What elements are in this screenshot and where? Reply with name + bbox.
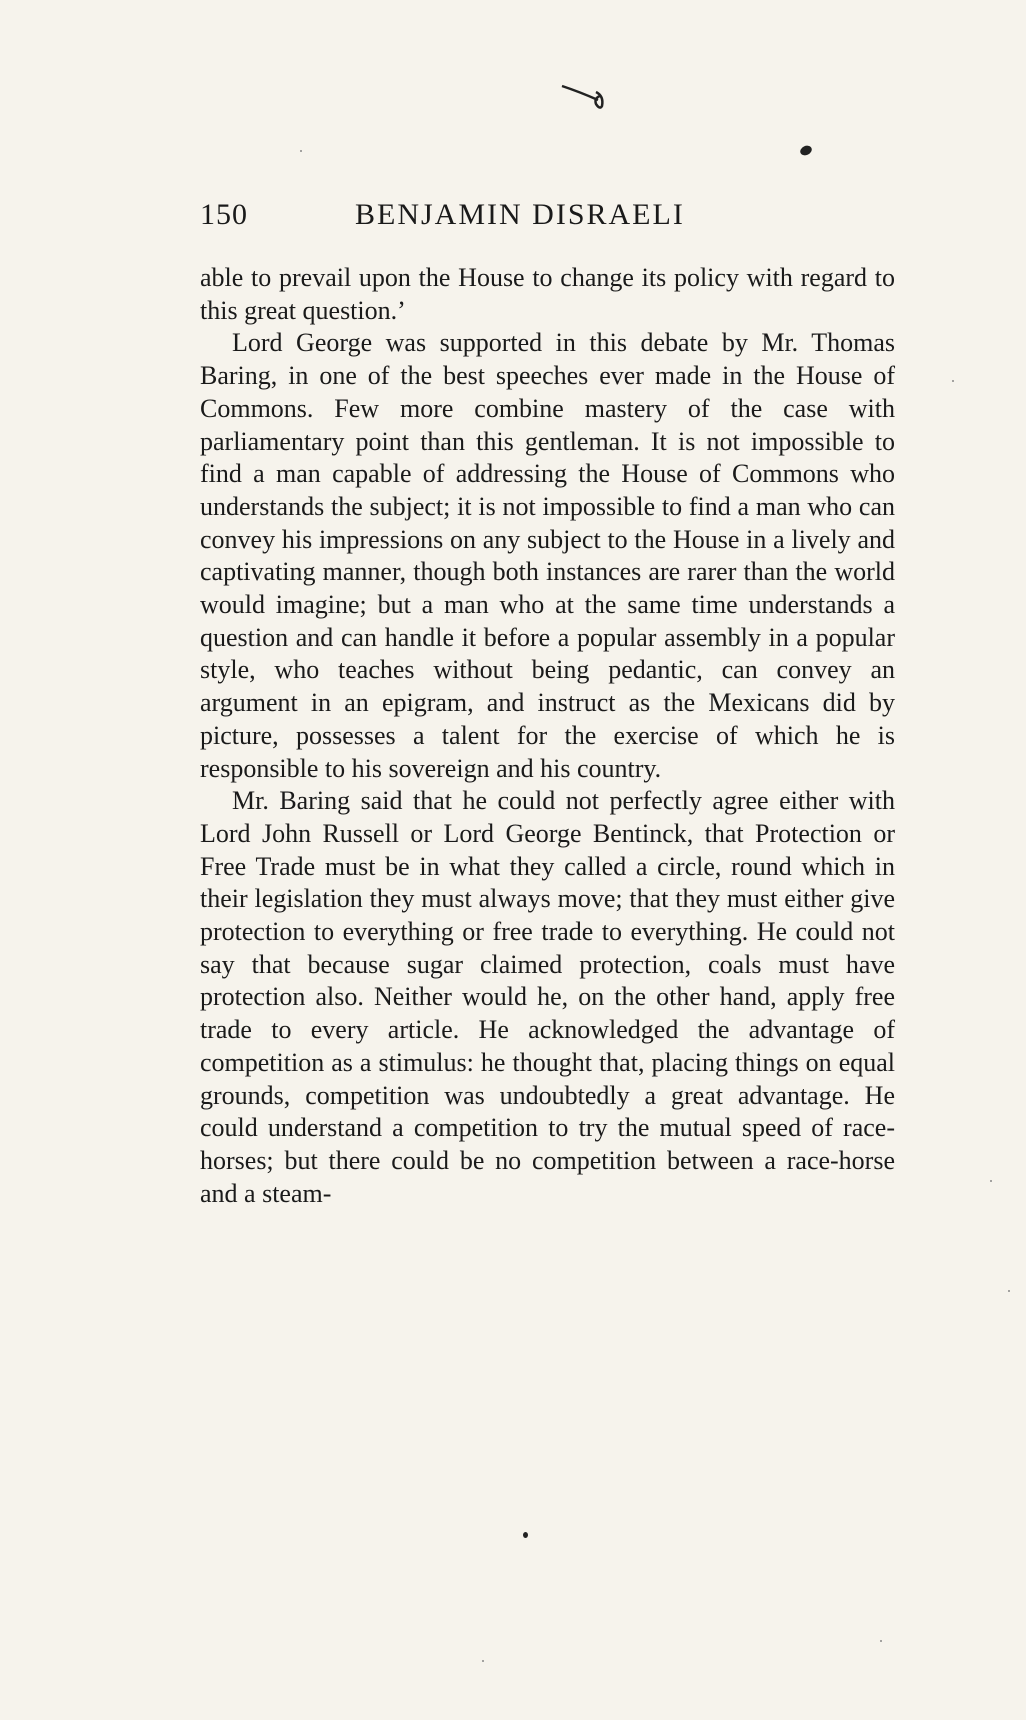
running-title: BENJAMIN DISRAELI [355, 198, 685, 231]
ink-spot [799, 144, 814, 157]
paper-speck [880, 1640, 882, 1642]
body-text [200, 262, 895, 1210]
running-head [200, 198, 900, 242]
paper-speck [300, 150, 302, 152]
ink-flourish-mark [560, 78, 620, 114]
paragraph-3: Mr. Baring said that he could not perfectly agree either with Lord John Russell or Lord George Bentinck, that Protection or Free Trade must be in what they called a circle, round which in their legislation they must always move; that they must either give protection to everything or free trade to everything. He could not say that because sugar claimed protection, coals must have protection also. Neither would he, on the other hand, apply free trade to every article. He acknowledged the advantage of competition as a stimulus: he thought that, placing things on equal grounds, competition was undoubtedly a great advantage. He could understand a competition to try the mutual speed of race-horses; but there could be no competition between a race-horse and a steam- [200, 786, 895, 1208]
paper-speck [1008, 1290, 1010, 1292]
paragraph-1: able to prevail upon the House to change its policy with regard to this great question.’ [200, 263, 895, 325]
paper-speck [482, 1660, 484, 1662]
paper-speck [990, 1180, 992, 1182]
paper-speck [952, 380, 954, 382]
paragraph-2: Lord George was supported in this debate by Mr. Thomas Baring, in one of the best speeches ever made in the House of Commons. Few more combine mastery of the case with parliamentary point than this gentleman. It is not impossible to find a man capable of addressing the House of Commons who understands the subject; it is not impossible to find a man who can convey his impressions on any subject to the House in a lively and captivating manner, though both instances are rarer than the world would imagine; but a man who at the same time understands a question and can handle it before a popular assembly in a popular style, who teaches without being pedantic, can convey an argument in an epigram, and instruct as the Mexicans did by picture, possesses a talent for the exercise of which he is responsible to his sovereign and his country. [200, 328, 895, 783]
page-number: 150 [200, 198, 248, 231]
ink-dot [523, 1532, 528, 1538]
